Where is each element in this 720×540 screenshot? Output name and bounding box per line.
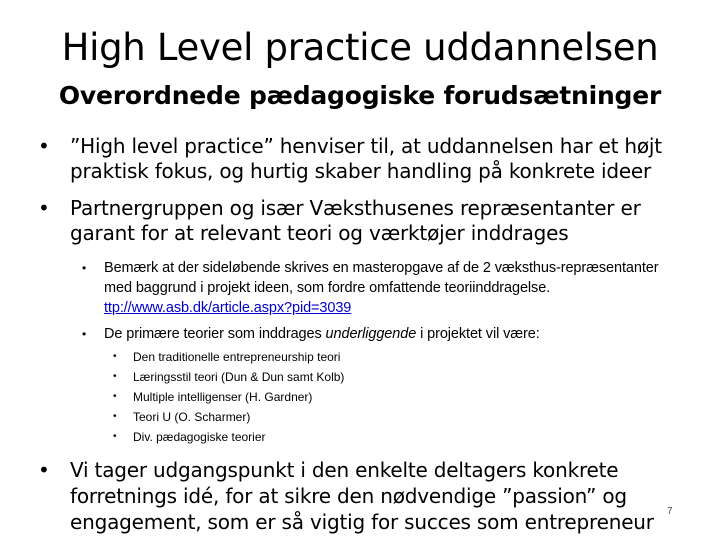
- sub-bullet-item: [82, 324, 682, 344]
- slide-title: High Level practice uddannelsen: [61, 26, 659, 69]
- slide-subtitle: Overordnede pædagogiske forudsætninger: [58, 81, 662, 110]
- theory-item: [113, 347, 513, 367]
- bullet-dot: •: [113, 391, 117, 402]
- sub-bullet-text: [104, 258, 682, 318]
- theory-item: [113, 387, 513, 407]
- theory-item: [113, 427, 513, 447]
- bullet-dot: •: [113, 371, 117, 382]
- sub-bullet-text: [104, 324, 682, 344]
- bullet-dot: •: [82, 327, 87, 341]
- theory-text: Den traditionelle entrepreneurship teori: [133, 350, 341, 364]
- bullet-dot: •: [113, 431, 117, 442]
- theory-text: Div. pædagogiske teorier: [133, 430, 266, 444]
- bullet-text: ”High level practice” henviser til, at uddannelsen har et højt praktisk fokus, og hurtig skaber handling på konkrete ideer: [70, 134, 662, 183]
- bullet-item: [38, 134, 688, 184]
- bullet-dot: •: [38, 196, 50, 220]
- theory-text: Teori U (O. Scharmer): [133, 410, 251, 424]
- sub-bullet-item: [82, 258, 682, 318]
- bullet-item: [38, 196, 688, 246]
- bullet-dot: •: [38, 458, 50, 482]
- theory-text: Læringsstil teori (Dun & Dun samt Kolb): [133, 370, 345, 384]
- bullet-dot: •: [113, 411, 117, 422]
- sub-bullet-italic: underliggende: [325, 326, 417, 342]
- theory-text: Multiple intelligenser (H. Gardner): [133, 390, 313, 404]
- bullet-text: Partnergruppen og især Væksthusenes repræsentanter er garant for at relevant teori og værktøjer inddrages: [70, 196, 641, 245]
- sub-bullet-text-part: i projektet vil være:: [416, 326, 540, 342]
- bullet-dot: •: [38, 134, 50, 158]
- bullet-dot: •: [113, 351, 117, 362]
- article-link[interactable]: ttp://www.asb.dk/article.aspx?pid=3039: [104, 300, 352, 316]
- theory-item: [113, 367, 513, 387]
- page-number: 7: [667, 506, 673, 517]
- bullet-item: [38, 457, 688, 535]
- bullet-text: Vi tager udgangspunkt i den enkelte deltagers konkrete forretnings idé, for at sikre den nødvendige ”passion” og engagement, som er så vigtig for succes som entrepreneur: [70, 458, 654, 534]
- sub-bullet-text-part: Bemærk at der sideløbende skrives en masteropgave af de 2 væksthus-repræsentanter med baggrund i projekt ideen, som fordre omfattende teoriinddragelse.: [104, 260, 659, 296]
- sub-bullet-text-part: De primære teorier som inddrages: [104, 326, 326, 342]
- bullet-dot: •: [82, 261, 87, 275]
- theory-item: [113, 407, 513, 427]
